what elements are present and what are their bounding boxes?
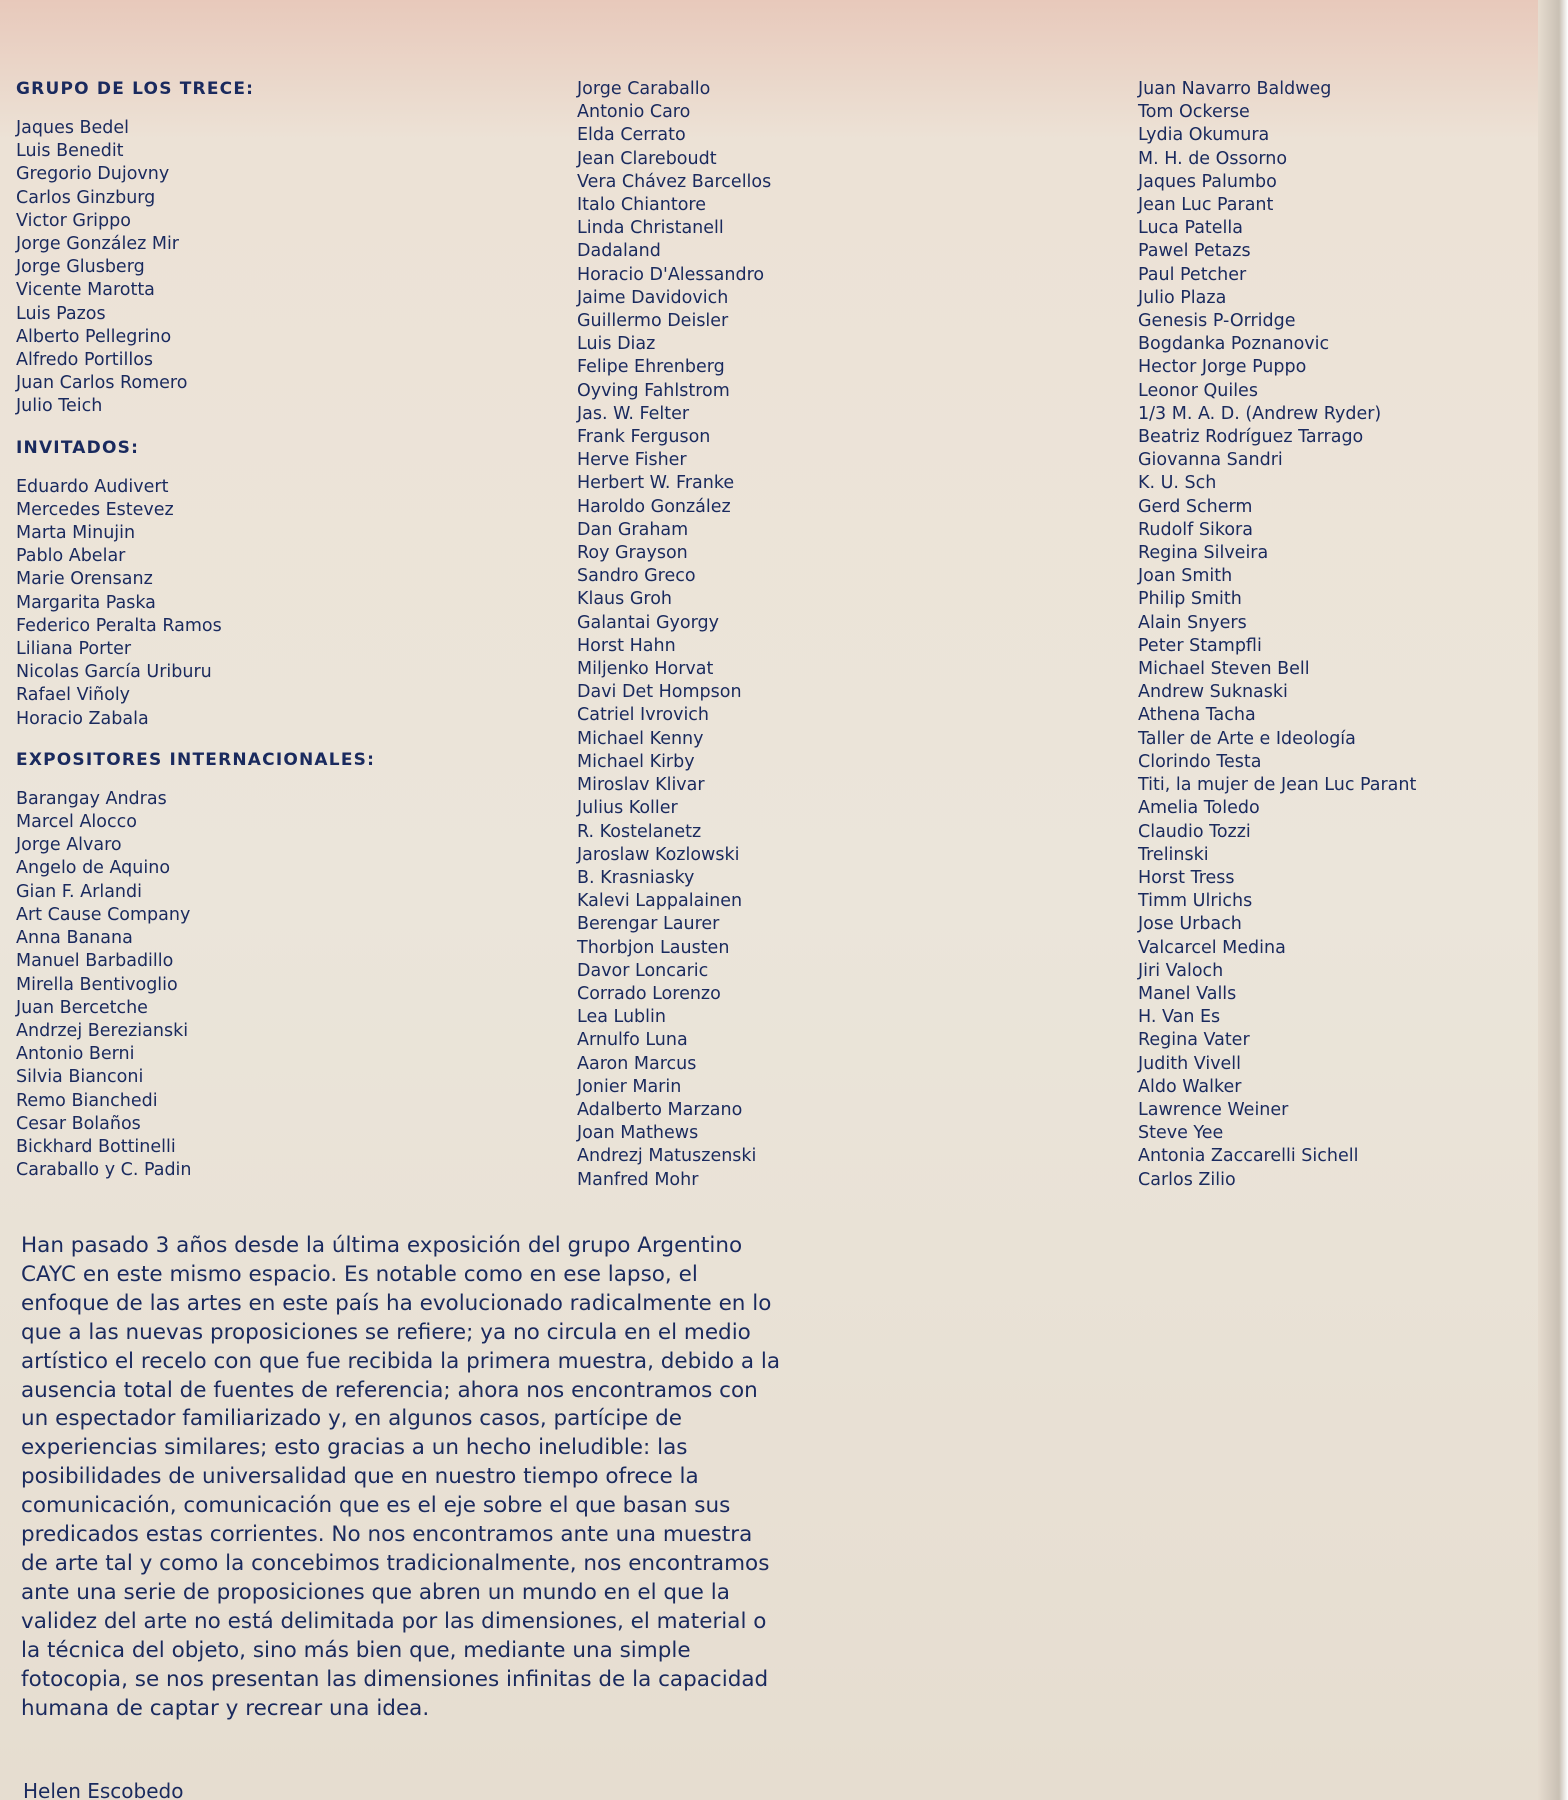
artist-name: Rafael Viñoly xyxy=(16,685,131,706)
artist-name: Anna Banana xyxy=(16,928,133,949)
artist-name: H. Van Es xyxy=(1138,1007,1221,1028)
artist-name: Klaus Groh xyxy=(577,589,673,610)
group-internacionales xyxy=(16,749,536,1182)
artist-name: Joan Mathews xyxy=(577,1123,699,1144)
list-internacionales-col3 xyxy=(1138,78,1538,1192)
artist-name: Jaques Bedel xyxy=(16,118,130,138)
artist-name: Horst Tress xyxy=(1138,867,1235,888)
artist-name: Alain Snyers xyxy=(1138,612,1247,633)
artist-name: Horst Hahn xyxy=(577,635,676,656)
artist-name: K. U. Sch xyxy=(1138,473,1217,494)
artist-name: Regina Vater xyxy=(1138,1030,1250,1051)
artist-name: Jiri Valoch xyxy=(1138,960,1224,981)
list-internacionales-col1 xyxy=(16,788,536,1182)
artist-name: Dan Graham xyxy=(577,519,689,540)
artist-name: Jaime Davidovich xyxy=(577,287,729,308)
artist-name: Valcarcel Medina xyxy=(1138,937,1286,958)
column-1 xyxy=(16,78,536,1200)
artist-name: Alfredo Portillos xyxy=(16,350,154,371)
artist-name: Barangay Andras xyxy=(16,788,167,809)
artist-name: Jaroslaw Kozlowski xyxy=(577,844,740,865)
column-3 xyxy=(1138,78,1538,1192)
artist-name: Italo Chiantore xyxy=(577,195,707,216)
artist-name: Julius Koller xyxy=(577,798,678,819)
artist-name: Gerd Scherm xyxy=(1138,496,1253,517)
artist-name: Jean Luc Parant xyxy=(1138,195,1274,216)
artist-name: Juan Carlos Romero xyxy=(16,373,188,394)
artist-name: Mirella Bentivoglio xyxy=(16,974,178,995)
artist-name: Hector Jorge Puppo xyxy=(1138,357,1307,378)
artist-name: 1/3 M. A. D. (Andrew Ryder) xyxy=(1138,403,1382,424)
heading-internacionales: EXPOSITORES INTERNACIONALES: xyxy=(16,749,376,770)
group-trece xyxy=(16,78,536,419)
artist-name: Philip Smith xyxy=(1138,589,1242,610)
artist-name: Jas. W. Felter xyxy=(577,403,690,424)
artist-name: Tom Ockerse xyxy=(1138,102,1250,123)
artist-name: Nicolas García Uriburu xyxy=(16,662,212,683)
artist-name: Alberto Pellegrino xyxy=(16,326,172,347)
artist-name: Herbert W. Franke xyxy=(577,473,735,494)
artist-name: Miljenko Horvat xyxy=(577,659,714,680)
artist-name: Luca Patella xyxy=(1138,218,1244,239)
artist-name: Genesis P-Orridge xyxy=(1138,311,1296,332)
artist-name: Bogdanka Poznanovic xyxy=(1138,334,1330,355)
artist-name: Marcel Alocco xyxy=(16,812,137,833)
artist-name: Bickhard Bottinelli xyxy=(16,1136,176,1157)
artist-name: Lea Lublin xyxy=(577,1007,666,1028)
artist-name: Amelia Toledo xyxy=(1138,798,1260,819)
artist-name: Michael Kenny xyxy=(577,728,704,749)
artist-name: Silvia Bianconi xyxy=(16,1067,144,1088)
artist-name: Pawel Petazs xyxy=(1138,241,1251,262)
artist-name: Clorindo Testa xyxy=(1138,751,1262,772)
page-edge xyxy=(1538,0,1568,1800)
artist-name: Frank Ferguson xyxy=(577,427,711,448)
artist-name: Cesar Bolaños xyxy=(16,1113,141,1134)
artist-name: Timm Ulrichs xyxy=(1138,891,1253,912)
artist-name: Andrew Suknaski xyxy=(1138,682,1288,703)
artist-name: Vera Chávez Barcellos xyxy=(577,171,772,192)
artist-name: Remo Bianchedi xyxy=(16,1090,158,1111)
group-invitados xyxy=(16,437,536,731)
artist-name: Eduardo Audivert xyxy=(16,476,169,497)
artist-name: Titi, la mujer de Jean Luc Parant xyxy=(1138,775,1417,796)
artist-name: Arnulfo Luna xyxy=(577,1030,688,1051)
artist-name: Galantai Gyorgy xyxy=(577,612,719,633)
artist-name: Thorbjon Lausten xyxy=(577,937,730,958)
artist-name: Aldo Walker xyxy=(1138,1076,1242,1097)
artist-name: Andrzej Berezianski xyxy=(16,1020,189,1041)
artist-name: Carlos Zilio xyxy=(1138,1169,1236,1190)
artist-name: Luis Pazos xyxy=(16,303,106,324)
artist-name: Corrado Lorenzo xyxy=(577,983,721,1004)
artist-name: Marta Minujin xyxy=(16,523,136,544)
list-internacionales-col2 xyxy=(577,78,1097,1192)
artist-name: Vicente Marotta xyxy=(16,280,155,301)
artist-name: Antonio Caro xyxy=(577,102,691,123)
artist-name: Linda Christanell xyxy=(577,218,724,239)
artist-name: Herve Fisher xyxy=(577,450,687,471)
artist-name: Juan Navarro Baldweg xyxy=(1138,79,1332,99)
artist-name: Manel Valls xyxy=(1138,983,1237,1004)
artist-name: Jorge Glusberg xyxy=(16,257,145,278)
artist-name: Elda Cerrato xyxy=(577,125,686,146)
artist-name: Mercedes Estevez xyxy=(16,499,174,520)
artist-name: Jean Clareboudt xyxy=(577,148,717,169)
column-2 xyxy=(577,78,1097,1192)
artist-name: M. H. de Ossorno xyxy=(1138,148,1288,169)
artist-name: Giovanna Sandri xyxy=(1138,450,1283,471)
artist-name: Leonor Quiles xyxy=(1138,380,1258,401)
artist-name: Peter Stampfli xyxy=(1138,635,1262,656)
artist-name: Horacio D'Alessandro xyxy=(577,264,765,285)
artist-name: Roy Grayson xyxy=(577,543,688,564)
artist-name: Athena Tacha xyxy=(1138,705,1256,726)
artist-name: Manuel Barbadillo xyxy=(16,951,174,972)
artist-name: Davor Loncaric xyxy=(577,960,709,981)
artist-name: Sandro Greco xyxy=(577,566,696,587)
artist-name: Victor Grippo xyxy=(16,210,131,231)
artist-name: Carlos Ginzburg xyxy=(16,187,156,208)
artist-name: Michael Steven Bell xyxy=(1138,659,1310,680)
artist-name: Paul Petcher xyxy=(1138,264,1247,285)
artist-name: Regina Silveira xyxy=(1138,543,1269,564)
artist-name: Miroslav Klivar xyxy=(577,775,705,796)
artist-name: Steve Yee xyxy=(1138,1123,1224,1144)
artist-name: Claudio Tozzi xyxy=(1138,821,1251,842)
artist-name: Andrezj Matuszenski xyxy=(577,1146,757,1167)
artist-name: Angelo de Aquino xyxy=(16,858,171,879)
artist-name: Caraballo y C. Padin xyxy=(16,1160,192,1181)
artist-name: Lydia Okumura xyxy=(1138,125,1270,146)
artist-name: Haroldo González xyxy=(577,496,731,517)
artist-name: Juan Bercetche xyxy=(16,997,148,1018)
artist-name: Art Cause Company xyxy=(16,904,191,925)
artist-name: Liliana Porter xyxy=(16,639,132,660)
artist-name: Guillermo Deisler xyxy=(577,311,729,332)
artist-name: Beatriz Rodríguez Tarrago xyxy=(1138,427,1364,448)
artist-name: Michael Kirby xyxy=(577,751,695,772)
artist-name: Adalberto Marzano xyxy=(577,1099,743,1120)
heading-grupo-trece: GRUPO DE LOS TRECE: xyxy=(16,79,255,99)
artist-name: Pablo Abelar xyxy=(16,546,126,567)
artist-name: Judith Vivell xyxy=(1138,1053,1242,1074)
artist-name: Federico Peralta Ramos xyxy=(16,615,222,636)
artist-name: Lawrence Weiner xyxy=(1138,1099,1289,1120)
artist-name: Jonier Marin xyxy=(577,1076,682,1097)
artist-name: Trelinski xyxy=(1138,844,1209,865)
list-invitados xyxy=(16,476,536,731)
artist-name: Davi Det Hompson xyxy=(577,682,742,703)
intro-paragraph: Han pasado 3 años desde la última exposición del grupo Argentino CAYC en este mismo espacio. Es notable como en ese lapso, el enfoque de las artes en este país ha evolucionado radicalmente en lo que a las nuevas proposiciones se refiere; ya no circula en el medio artístico el recelo con que fue recibida la primera muestra, debido a la ausencia total de fuentes de referencia; ahora nos encontramos con un espectador familiarizado y, en algunos casos, partícipe de experiencias similares; esto gracias a un hecho ineludible: las posibilidades de universalidad que en nuestro tiempo ofrece la comunicación, comunicación que es el eje sobre el que basan sus predicados estas corrientes. No nos encontramos ante una muestra de arte tal y como la concebimos tradicionalmente, nos encontramos ante una serie de proposiciones que abren un mundo en el que la validez del arte no está delimitada por las dimensiones, el material o la técnica del objeto, sino más bien que, mediante una simple fotocopia, se nos presentan las dimensiones infinitas de la capacidad humana de captar y recrear una idea. xyxy=(21,1233,781,1721)
artist-name: Antonia Zaccarelli Sichell xyxy=(1138,1146,1359,1167)
list-grupo-trece xyxy=(16,117,536,419)
artist-name: Jaques Palumbo xyxy=(1138,171,1277,192)
artist-name: Jorge Caraballo xyxy=(577,79,711,99)
artist-name: Berengar Laurer xyxy=(577,914,720,935)
artist-name: Felipe Ehrenberg xyxy=(577,357,725,378)
heading-invitados: INVITADOS: xyxy=(16,437,140,458)
artist-name: Gian F. Arlandi xyxy=(16,881,142,902)
artist-name: Julio Teich xyxy=(16,396,103,417)
artist-name: Luis Benedit xyxy=(16,141,124,162)
artist-name: Horacio Zabala xyxy=(16,708,149,729)
artist-name: Marie Orensanz xyxy=(16,569,153,590)
artist-name: Rudolf Sikora xyxy=(1138,519,1253,540)
artist-name: Manfred Mohr xyxy=(577,1169,699,1190)
artist-name: Dadaland xyxy=(577,241,661,262)
artist-name: Antonio Berni xyxy=(16,1044,135,1065)
artist-name: Kalevi Lappalainen xyxy=(577,891,743,912)
artist-name: Margarita Paska xyxy=(16,592,156,613)
artist-name: R. Kostelanetz xyxy=(577,821,702,842)
artist-name: Jorge González Mir xyxy=(16,234,179,255)
artist-name: Jorge Alvaro xyxy=(16,835,122,856)
artist-name: Gregorio Dujovny xyxy=(16,164,170,185)
artist-name: Julio Plaza xyxy=(1138,287,1227,308)
artist-name: Luis Diaz xyxy=(577,334,656,355)
artist-name: Catriel Ivrovich xyxy=(577,705,710,726)
artist-name: B. Krasniasky xyxy=(577,867,695,888)
artist-name: Jose Urbach xyxy=(1138,914,1242,935)
artist-name: Taller de Arte e Ideología xyxy=(1138,728,1356,749)
artist-name: Aaron Marcus xyxy=(577,1053,697,1074)
artist-name: Oyving Fahlstrom xyxy=(577,380,730,401)
artist-name: Joan Smith xyxy=(1138,566,1233,587)
signature: Helen Escobedo xyxy=(23,1779,184,1800)
